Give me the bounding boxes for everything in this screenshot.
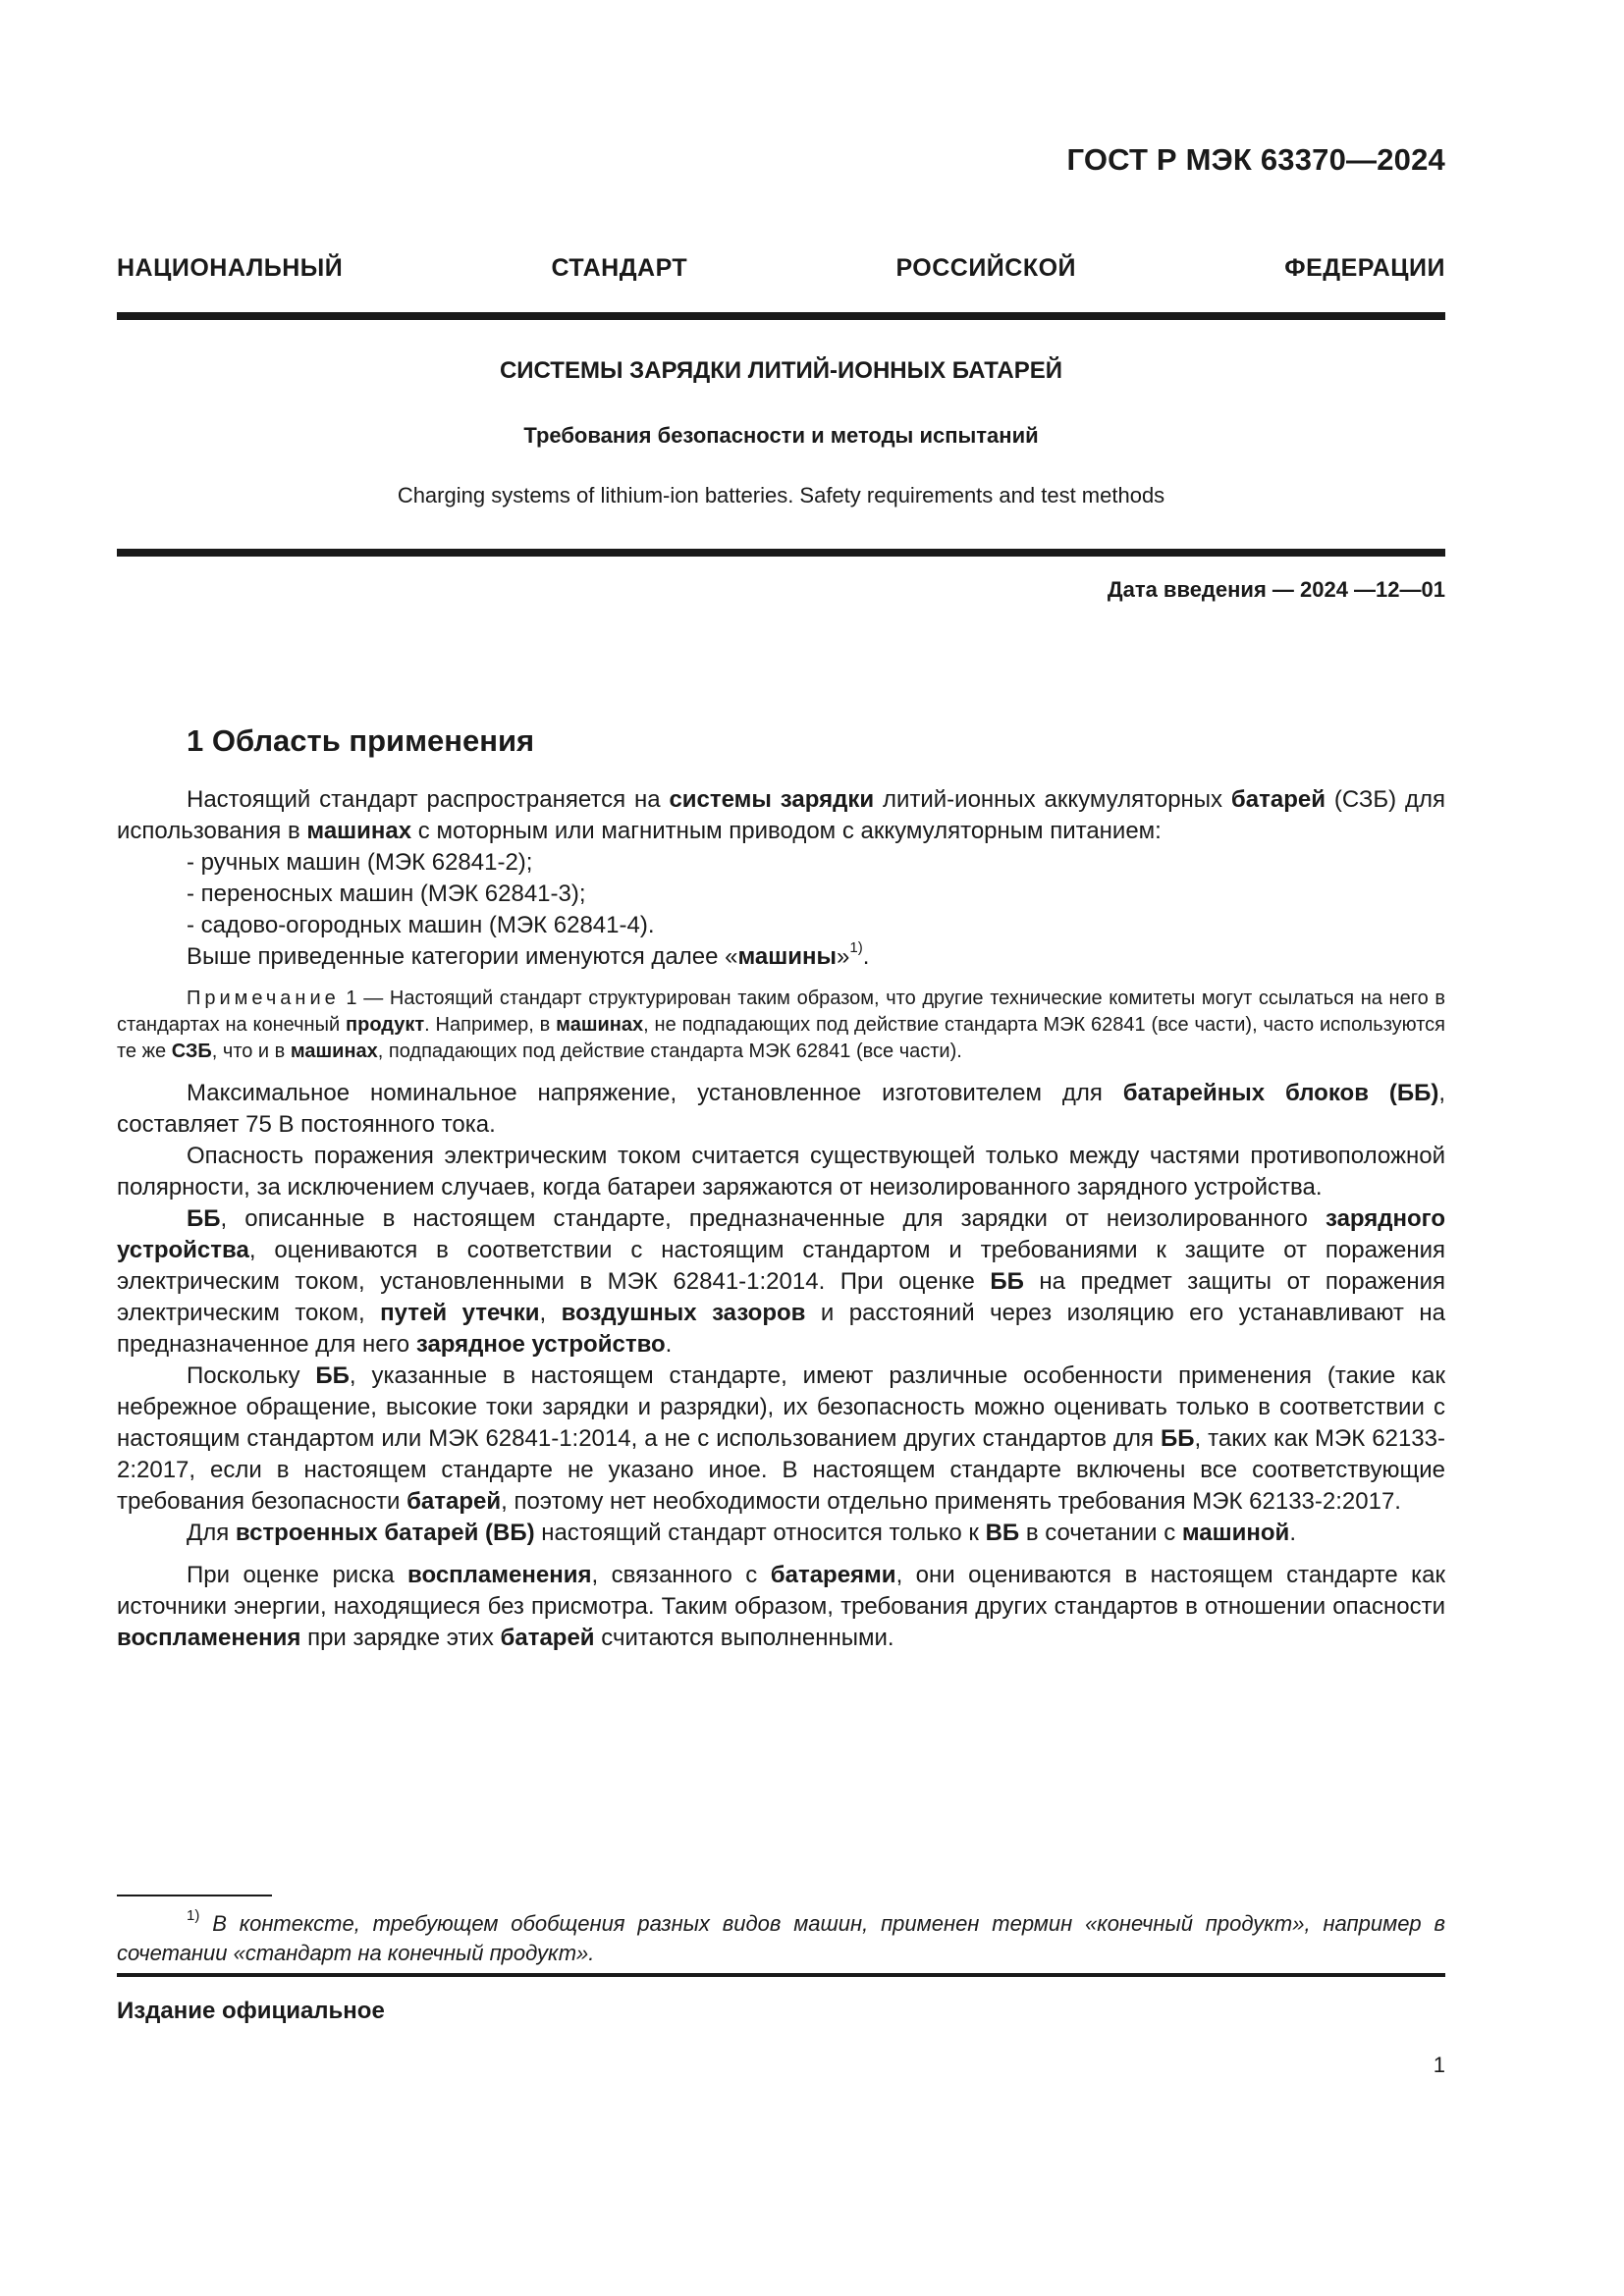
list-item: - переносных машин (МЭК 62841-3); — [187, 881, 586, 907]
note-1: Примечание 1 — Настоящий стандарт структурирован таким образом, что другие технические комитеты могут ссылаться на него в стандартах на конечный продукт. Например, в машинах, не подпадающих под действие стандарта МЭК 62841 (все части), часто используются те же СЗБ, что и в машинах, подпадающих под действие стандарта МЭК 62841 (все части). — [117, 988, 1445, 1062]
footnote-ref[interactable]: 1) — [849, 939, 863, 956]
title-rule — [117, 549, 1445, 557]
document-title: СИСТЕМЫ ЗАРЯДКИ ЛИТИЙ-ИОННЫХ БАТАРЕЙ — [499, 357, 1063, 384]
edition-label: Издание официальное — [117, 1998, 385, 2024]
footnote-separator — [117, 1895, 272, 1896]
footnote-1: $^{1)}$ В контексте, требующем обобщения разных видов машин, применен термин «конечный продукт», например в сочетании «стандарт на конечный продукт». — [117, 1906, 1445, 1965]
body-text — [117, 784, 1445, 1654]
paragraph-8: При оценке риска воспламенения, связанного с батареями, они оцениваются в настоящем стандарте как источники энергии, находящиеся без присмотра. Таким образом, требования других стандартов в отношении опасности воспламенения при зарядке этих батарей считаются выполненными. — [117, 1562, 1445, 1651]
paragraph-3: Максимальное номинальное напряжение, установленное изготовителем для батарейных блоков (ББ), составляет 75 В постоянного тока. — [117, 1080, 1445, 1138]
top-rule — [117, 312, 1445, 320]
page-number: 1 — [1433, 2053, 1445, 2077]
list-item: - ручных машин (МЭК 62841-2); — [187, 849, 533, 876]
document-code: ГОСТ Р МЭК 63370—2024 — [1066, 142, 1445, 177]
paragraph-2: Выше приведенные категории именуются далее «машины»$^{1)}$. — [187, 939, 870, 970]
document-subtitle: Требования безопасности и методы испытаний — [523, 423, 1039, 448]
english-title: Charging systems of lithium-ion batteries. Safety requirements and test methods — [397, 483, 1165, 507]
footnote-marker: 1) — [187, 1906, 200, 1924]
list-item: - садово-огородных машин (МЭК 62841-4). — [187, 912, 655, 938]
paragraph-6: Поскольку ББ, указанные в настоящем стандарте, имеют различные особенности применения (такие как небрежное обращение, высокие токи зарядки и разрядки), их безопасность можно оценивать только в соответствии с настоящим стандартом или МЭК 62841-1:2014, а не с использованием других стандартов для ББ, таких как МЭК 62133-2:2017, если в настоящем стандарте не указано иное. В настоящем стандарте включены все соответствующие требования безопасности батарей, поэтому нет необходимости отдельно применять требования МЭК 62133-2:2017. — [117, 1362, 1445, 1515]
section-heading: 1 Область применения — [187, 723, 535, 758]
paragraph-4: Опасность поражения электрическим током считается существующей только между частями противоположной полярности, за исключением случаев, когда батареи заряжаются от неизолированного зарядного устройства. — [117, 1143, 1445, 1201]
paragraph-1: Настоящий стандарт распространяется на системы зарядки литий-ионных аккумуляторных батарей (СЗБ) для использования в машинах с моторным или магнитным приводом с аккумуляторным питанием: — [117, 786, 1445, 844]
introduction-date: Дата введения — 2024 —12—01 — [1107, 577, 1445, 602]
bottom-rule — [117, 1973, 1445, 1977]
paragraph-7: Для встроенных батарей (ВБ) настоящий стандарт относится только к ВБ в сочетании с машиной. — [187, 1520, 1296, 1546]
national-standard-banner: НАЦИОНАЛЬНЫЙ СТАНДАРТ РОССИЙСКОЙ ФЕДЕРАЦИИ — [117, 254, 1445, 282]
paragraph-5: ББ, описанные в настоящем стандарте, предназначенные для зарядки от неизолированного зарядного устройства, оцениваются в соответствии с настоящим стандартом и требованиями к защите от поражения электрическим током, установленными в МЭК 62841-1:2014. При оценке ББ на предмет защиты от поражения электрическим током, путей утечки, воздушных зазоров и расстояний через изоляцию его устанавливают на предназначенное для него зарядное устройство. — [117, 1205, 1446, 1358]
